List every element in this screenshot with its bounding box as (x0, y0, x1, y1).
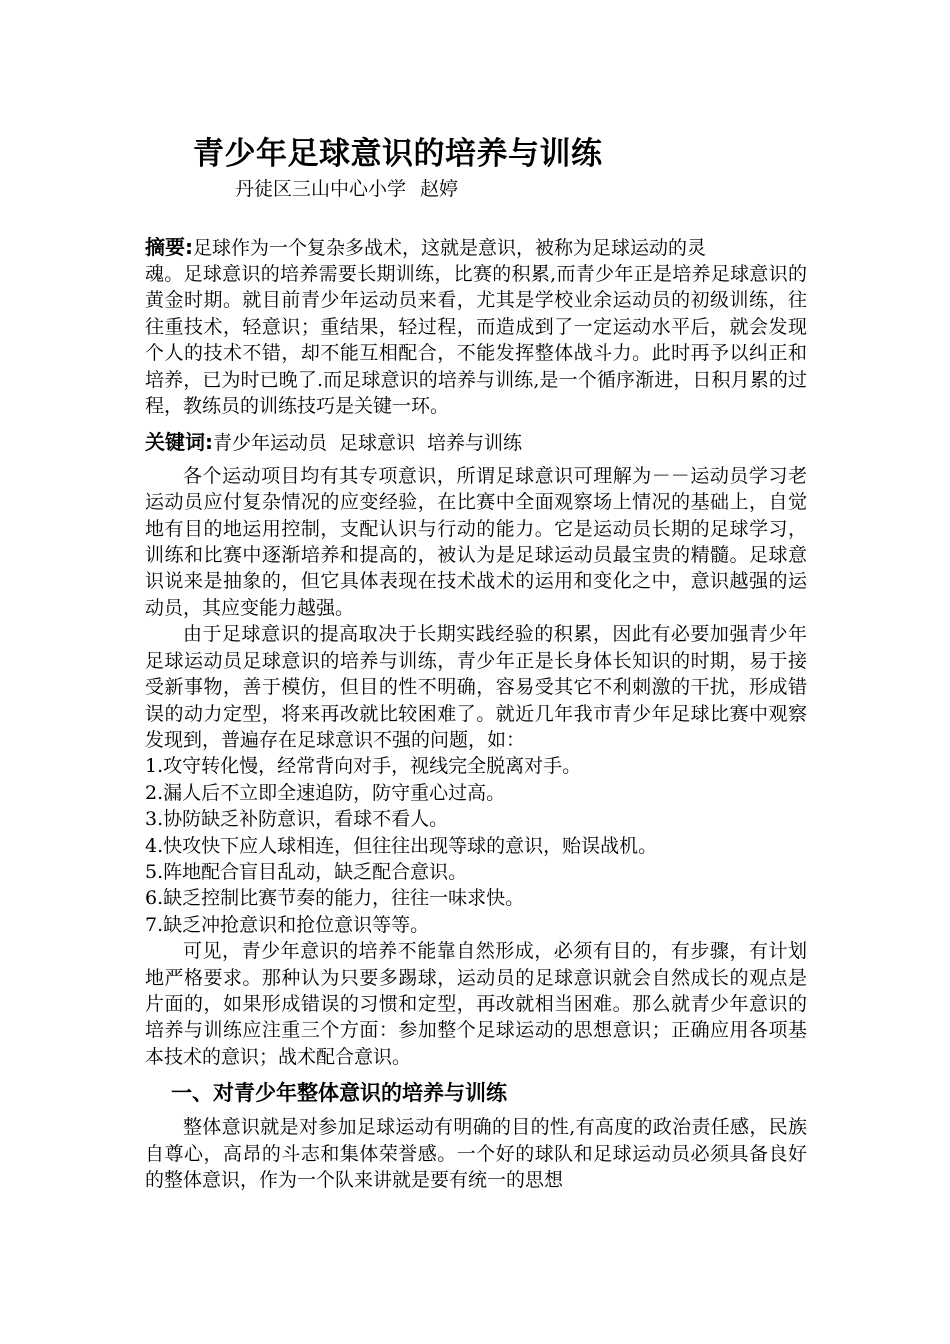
abstract-body: 魂。足球意识的培养需要长期训练，比赛的积累,而青少年正是培养足球意识的黄金时期。就目前青少年运动员来看，尤其是学校业余运动员的初级训练，往往重技术，轻意识；重结果，轻过程，而造成到了一定运动水平后，就会发现个人的技术不错，却不能互相配合，不能发挥整体战斗力。此时再予以纠正和培养，已为时已晚了.而足球意识的培养与训练,是一个循序渐进，日积月累的过程，教练员的训练技巧是关键一环。 (145, 263, 807, 418)
abstract-first-line (145, 232, 807, 263)
document-body (145, 232, 807, 1193)
list-item: 3.协防缺乏补防意识，看球不看人。 (145, 808, 449, 831)
abstract-first-text: 足球作为一个复杂多战术，这就是意识，被称为足球运动的灵 (193, 237, 707, 259)
section-heading: 一、对青少年整体意识的培养与训练 (171, 1080, 507, 1106)
abstract-label: 摘要: (145, 235, 193, 259)
body-paragraph: 整体意识就是对参加足球运动有明确的目的性,有高度的政治责任感，民族自尊心，高昂的斗志和集体荣誉感。一个好的球队和足球运动员必须具备良好的整体意识，作为一个队来讲就是要有统一的思想 (145, 1116, 807, 1191)
body-paragraph: 由于足球意识的提高取决于长期实践经验的积累，因此有必要加强青少年足球运动员足球意识的培养与训练，青少年正是长身体长知识的时期，易于接受新事物，善于模仿，但目的性不明确，容易受其它不利刺激的干扰，形成错误的动力定型，将来再改就比较困难了。就近几年我市青少年足球比赛中观察发现到，普遍存在足球意识不强的问题，如： (145, 623, 807, 751)
keywords-label: 关键词: (145, 430, 213, 455)
document-title: 青少年足球意识的培养与训练 (193, 136, 603, 172)
list-item: 7.缺乏冲抢意识和抢位意识等等。 (145, 913, 430, 936)
list-item: 1.攻守转化慢，经常背向对手，视线完全脱离对手。 (145, 755, 582, 778)
keyword: 青少年运动员 (213, 432, 328, 455)
list-item: 2.漏人后不立即全速追防，防守重心过高。 (145, 781, 506, 804)
author-organization: 丹徒区三山中心小学 (235, 178, 407, 200)
list-item: 5.阵地配合盲目乱动，缺乏配合意识。 (145, 860, 468, 883)
author-name: 赵婷 (420, 178, 459, 200)
list-item: 6.缺乏控制比赛节奏的能力，往往一味求快。 (145, 887, 525, 910)
body-paragraph: 各个运动项目均有其专项意识，所谓足球意识可理解为－－运动员学习老运动员应付复杂情况的应变经验，在比赛中全面观察场上情况的基础上，自觉地有目的地运用控制，支配认识与行动的能力。它是运动员长期的足球学习，训练和比赛中逐渐培养和提高的，被认为是足球运动员最宝贵的精髓。足球意识说来是抽象的，但它具体表现在技术战术的运用和变化之中，意识越强的运动员，其应变能力越强。 (145, 464, 807, 619)
keyword: 培养与训练 (427, 432, 523, 455)
body-paragraph: 可见，青少年意识的培养不能靠自然形成，必须有目的，有步骤，有计划地严格要求。那种认为只要多踢球，运动员的足球意识就会自然成长的观点是片面的，如果形成错误的习惯和定型，再改就相当困难。那么就青少年意识的培养与训练应注重三个方面：参加整个足球运动的思想意识；正确应用各项基本技术的意识；战术配合意识。 (145, 940, 807, 1068)
keywords-line (145, 429, 807, 456)
list-item: 4.快攻快下应人球相连，但往往出现等球的意识，贻误战机。 (145, 834, 658, 857)
keyword: 足球意识 (339, 432, 416, 455)
author-line (235, 174, 458, 201)
